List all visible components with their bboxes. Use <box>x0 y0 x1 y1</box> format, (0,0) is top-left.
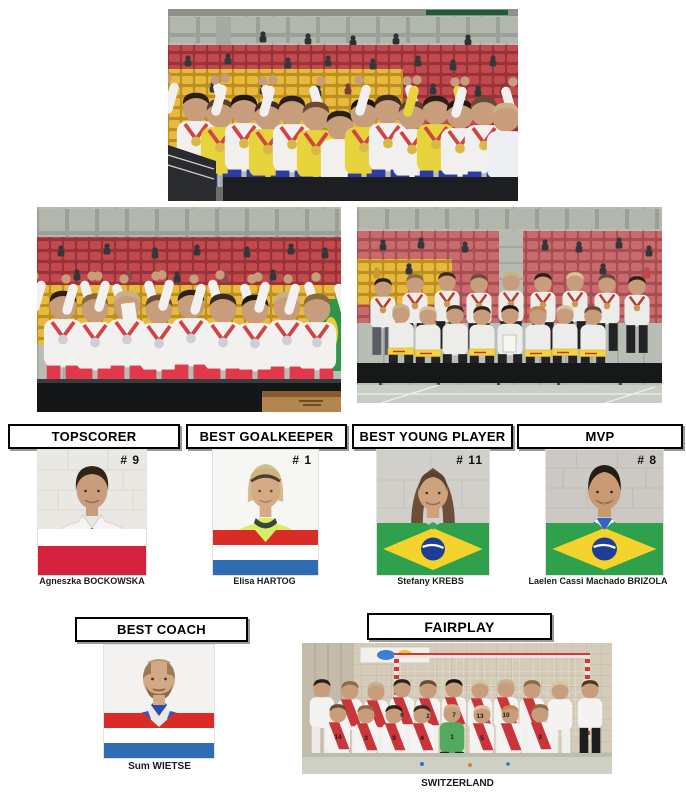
player-number: # 11 <box>456 453 483 467</box>
brazil-flag <box>546 523 663 575</box>
flag-stripe <box>104 728 214 743</box>
flag-stripe <box>104 743 214 758</box>
photo-bronze-team-stage <box>357 207 662 403</box>
player-name-young-player: Stefany KREBS <box>397 576 464 586</box>
flag-stripe <box>38 529 146 546</box>
award-title-topscorer <box>8 424 180 449</box>
award-title-label: BEST GOALKEEPER <box>199 429 334 444</box>
player-card-mvp <box>546 450 663 575</box>
brazil-flag-graphic <box>546 523 663 575</box>
player-number: # 1 <box>292 453 312 467</box>
jersey-number: 14 <box>334 734 342 741</box>
photo-fairplay-switzerland <box>302 643 612 774</box>
player-name-mvp: Laelen Cassi Machado BRIZOLA <box>528 576 668 586</box>
player-number: # 8 <box>637 453 657 467</box>
jersey-number: 5 <box>480 735 484 742</box>
award-title-goalkeeper <box>186 424 347 449</box>
flag-stripe <box>213 545 318 560</box>
fairplay-team-name: SWITZERLAND <box>421 778 494 789</box>
jersey-number: 10 <box>502 712 510 719</box>
jersey-number: 4 <box>420 735 424 742</box>
award-title-label: TOPSCORER <box>51 429 137 444</box>
jersey-number: 1 <box>450 734 454 741</box>
flag-stripe <box>213 560 318 575</box>
jersey-number: 7 <box>452 712 456 719</box>
award-title-best-coach <box>75 617 248 642</box>
award-title-label: FAIRPLAY <box>424 618 495 635</box>
jersey-number: 2 <box>426 713 430 720</box>
player-number: # 9 <box>120 453 140 467</box>
jersey-number: 3 <box>364 735 368 742</box>
photo-champions-celebration <box>168 9 518 201</box>
award-title-mvp <box>517 424 683 449</box>
player-card-young-player <box>377 450 489 575</box>
coach-name: Sum WIETSE <box>128 761 191 772</box>
coach-card <box>104 645 214 758</box>
brazil-flag-graphic <box>377 523 489 575</box>
flag-stripe <box>38 546 146 575</box>
award-title-label: BEST YOUNG PLAYER <box>359 429 506 444</box>
player-card-topscorer <box>38 450 146 575</box>
jersey-number: 6 <box>400 712 404 719</box>
jersey-number: 13 <box>476 713 484 720</box>
award-title-label: BEST COACH <box>117 622 206 637</box>
award-title-label: MVP <box>585 429 615 444</box>
jersey-number: 9 <box>392 735 396 742</box>
brazil-flag <box>377 523 489 575</box>
photo-silver-team-podium <box>37 207 341 412</box>
poland-flag <box>38 529 146 575</box>
jersey-number: 3 <box>538 734 542 741</box>
player-name-topscorer: Agneszka BOCKOWSKA <box>39 576 145 586</box>
player-card-goalkeeper <box>213 450 318 575</box>
award-title-young-player <box>352 424 513 449</box>
player-name-goalkeeper: Elisa HARTOG <box>233 576 296 586</box>
award-title-fairplay <box>367 613 552 640</box>
